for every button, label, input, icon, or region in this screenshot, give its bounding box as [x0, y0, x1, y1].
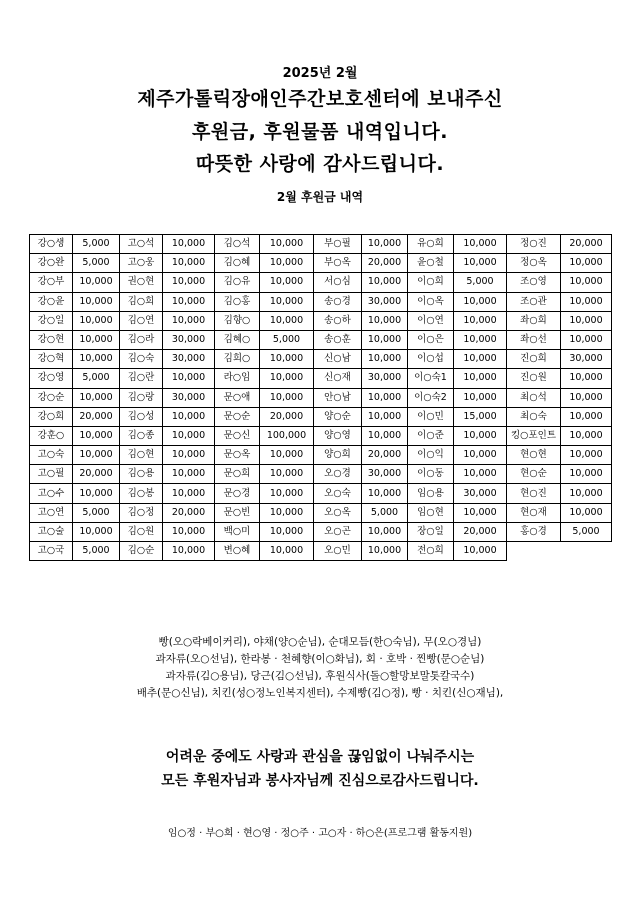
donation-amount-cell: 10,000	[362, 273, 408, 292]
donation-amount-cell: 10,000	[73, 484, 120, 503]
table-subtitle: 2월 후원금 내역	[276, 190, 364, 204]
donation-amount-cell: 10,000	[454, 235, 507, 254]
donor-name-cell: 김○희	[120, 292, 163, 311]
donation-amount-cell: 10,000	[561, 388, 612, 407]
donor-name-cell: 송○하	[314, 311, 362, 330]
report-date: 2025년 2월	[282, 66, 358, 81]
donation-amount-cell: 5,000	[73, 503, 120, 522]
donor-name-cell: 백○미	[215, 522, 260, 541]
donation-amount-cell: 10,000	[454, 426, 507, 445]
donation-amount-cell: 10,000	[561, 292, 612, 311]
donation-amount-cell: 20,000	[163, 503, 215, 522]
donor-name-cell: 현○현	[507, 446, 561, 465]
donor-name-cell: 임○용	[408, 484, 454, 503]
donor-name-cell: 이○희	[408, 273, 454, 292]
donation-amount-cell: 10,000	[454, 465, 507, 484]
donor-name-cell: 오○경	[314, 465, 362, 484]
donation-amount-cell: 10,000	[454, 311, 507, 330]
donation-amount-cell: 10,000	[454, 542, 507, 561]
donor-name-cell: 강○현	[30, 330, 73, 349]
donation-amount-cell: 10,000	[362, 235, 408, 254]
donation-amount-cell: 10,000	[73, 273, 120, 292]
donation-amount-cell: 10,000	[260, 484, 314, 503]
donation-amount-cell: 10,000	[454, 254, 507, 273]
donation-amount-cell: 30,000	[163, 388, 215, 407]
donation-amount-cell: 10,000	[260, 273, 314, 292]
donation-amount-cell: 10,000	[163, 235, 215, 254]
donor-name-cell: 정○옥	[507, 254, 561, 273]
donor-name-cell: 전○희	[408, 542, 454, 561]
donation-amount-cell: 20,000	[561, 235, 612, 254]
donor-name-cell: 문○순	[215, 407, 260, 426]
donor-name-cell: 최○숙	[507, 407, 561, 426]
donation-amount-cell: 10,000	[73, 446, 120, 465]
donor-name-cell: 강훈○	[30, 426, 73, 445]
donor-name-cell: 양○순	[314, 407, 362, 426]
donor-name-cell: 신○재	[314, 369, 362, 388]
donor-name-cell: 강○완	[30, 254, 73, 273]
donor-name-cell: 고○석	[120, 235, 163, 254]
donation-amount-cell: 15,000	[454, 407, 507, 426]
donor-name-cell: 좌○선	[507, 330, 561, 349]
donor-name-cell: 김○석	[215, 235, 260, 254]
donation-amount-cell: 20,000	[73, 465, 120, 484]
title-line-3: 따뜻한 사랑에 감사드립니다.	[195, 153, 445, 175]
donation-amount-cell: 10,000	[561, 426, 612, 445]
donor-name-cell: 강○희	[30, 407, 73, 426]
donation-amount-cell: 10,000	[163, 407, 215, 426]
table-row	[30, 254, 612, 273]
thanks-message	[0, 745, 640, 793]
donor-name-cell: 문○옥	[215, 446, 260, 465]
donor-name-cell: 김○란	[120, 369, 163, 388]
table-row	[30, 292, 612, 311]
donor-name-cell: 김○원	[120, 522, 163, 541]
table-row	[30, 273, 612, 292]
donor-name-cell: 송○경	[314, 292, 362, 311]
title-line-1: 제주가톨릭장애인주간보호센터에 보내주신	[137, 88, 503, 110]
donation-amount-cell: 10,000	[163, 311, 215, 330]
staff-credits: 임○정 · 부○희 · 현○영 · 정○주 · 고○자 · 하○은(프로그램 활동지원)	[167, 828, 473, 839]
donor-name-cell: 유○희	[408, 235, 454, 254]
donor-name-cell: 라○임	[215, 369, 260, 388]
donor-name-cell: 임○현	[408, 503, 454, 522]
donation-amount-cell: 10,000	[260, 465, 314, 484]
donor-name-cell: 김혜○	[215, 330, 260, 349]
donation-amount-cell: 10,000	[362, 388, 408, 407]
donation-amount-cell: 10,000	[454, 388, 507, 407]
donation-amount-cell: 10,000	[260, 503, 314, 522]
donor-name-cell: 문○빈	[215, 503, 260, 522]
donation-amount-cell: 10,000	[73, 426, 120, 445]
donation-amount-cell: 10,000	[362, 522, 408, 541]
donation-amount-cell: 10,000	[260, 254, 314, 273]
donor-name-cell: 이○숙2	[408, 388, 454, 407]
donor-name-cell: 이○숙1	[408, 369, 454, 388]
donation-amount-cell: 10,000	[561, 465, 612, 484]
donation-amount-cell: 10,000	[73, 330, 120, 349]
donation-amount-cell: 5,000	[362, 503, 408, 522]
donation-amount-cell: 100,000	[260, 426, 314, 445]
donor-name-cell: 오○곤	[314, 522, 362, 541]
donation-amount-cell: 10,000	[260, 542, 314, 561]
donor-name-cell: 윤○철	[408, 254, 454, 273]
donor-name-cell: 고○웅	[120, 254, 163, 273]
donor-name-cell: 김○순	[120, 542, 163, 561]
donor-name-cell: 이○동	[408, 465, 454, 484]
donor-name-cell: 송○훈	[314, 330, 362, 349]
donor-name-cell: 진○희	[507, 350, 561, 369]
donation-amount-cell: 30,000	[362, 292, 408, 311]
donor-name-cell: 좌○희	[507, 311, 561, 330]
donation-amount-cell: 10,000	[73, 350, 120, 369]
donation-table	[29, 234, 612, 561]
donation-amount-cell: 30,000	[362, 465, 408, 484]
donor-name-cell: 김희○	[215, 350, 260, 369]
donation-amount-cell: 10,000	[260, 292, 314, 311]
donor-name-cell: 이○은	[408, 330, 454, 349]
title-line-2: 후원금, 후원물품 내역입니다.	[192, 121, 448, 143]
donor-name-cell: 강○영	[30, 369, 73, 388]
donor-name-cell: 문○신	[215, 426, 260, 445]
donation-amount-cell: 30,000	[561, 350, 612, 369]
table-row	[30, 235, 612, 254]
donor-name-cell: 장○일	[408, 522, 454, 541]
donation-amount-cell: 10,000	[73, 292, 120, 311]
donation-amount-cell: 5,000	[260, 330, 314, 349]
donation-amount-cell: 10,000	[163, 465, 215, 484]
thanks-line-2: 모든 후원자님과 봉사자님께 진심으로감사드립니다.	[161, 773, 479, 789]
donation-amount-cell: 10,000	[362, 311, 408, 330]
donor-name-cell: 신○남	[314, 350, 362, 369]
donation-amount-cell: 10,000	[561, 330, 612, 349]
donor-name-cell: 김○랑	[120, 388, 163, 407]
donor-name-cell: 이○섭	[408, 350, 454, 369]
donor-name-cell: 이○옥	[408, 292, 454, 311]
donor-name-cell: 오○숙	[314, 484, 362, 503]
donation-amount-cell: 10,000	[260, 369, 314, 388]
donor-name-cell: 김○숙	[120, 350, 163, 369]
donation-amount-cell: 20,000	[73, 407, 120, 426]
donor-name-cell: 이○준	[408, 426, 454, 445]
donor-name-cell: 조○관	[507, 292, 561, 311]
donation-amount-cell: 5,000	[454, 273, 507, 292]
donor-name-cell: 강○일	[30, 311, 73, 330]
thanks-line-1: 어려운 중에도 사랑과 관심을 끊임없이 나눠주시는	[165, 749, 475, 765]
donor-name-cell: 김○현	[120, 446, 163, 465]
donation-amount-cell: 10,000	[163, 542, 215, 561]
donation-amount-cell: 30,000	[362, 369, 408, 388]
donation-amount-cell: 5,000	[73, 235, 120, 254]
donor-name-cell: 안○남	[314, 388, 362, 407]
donor-name-cell: 이○민	[408, 407, 454, 426]
empty-cell	[507, 542, 612, 561]
donation-amount-cell: 10,000	[260, 350, 314, 369]
donor-name-cell: 고○연	[30, 503, 73, 522]
donor-name-cell: 정○진	[507, 235, 561, 254]
table-row	[30, 407, 612, 426]
donor-name-cell: 문○애	[215, 388, 260, 407]
donor-name-cell: 양○희	[314, 446, 362, 465]
donation-amount-cell: 20,000	[260, 407, 314, 426]
donation-amount-cell: 10,000	[163, 369, 215, 388]
donor-name-cell: 현○진	[507, 484, 561, 503]
donor-name-cell: 변○혜	[215, 542, 260, 561]
donor-name-cell: 김○성	[120, 407, 163, 426]
donor-name-cell: 김향○	[215, 311, 260, 330]
donor-name-cell: 최○석	[507, 388, 561, 407]
donation-amount-cell: 10,000	[163, 292, 215, 311]
donor-name-cell: 고○수	[30, 484, 73, 503]
goods-line: 빵(오○락베이커리), 야채(양○순님), 순대모듬(한○숙님), 무(오○경님)	[158, 636, 482, 648]
donor-name-cell: 강○혁	[30, 350, 73, 369]
donation-amount-cell: 10,000	[362, 330, 408, 349]
table-row	[30, 465, 612, 484]
donor-name-cell: 양○영	[314, 426, 362, 445]
goods-line: 과자류(김○용님), 당근(김○선님), 후원식사(돌○할망보말톳칼국수)	[165, 670, 475, 682]
donation-amount-cell: 10,000	[561, 484, 612, 503]
donation-amount-cell: 10,000	[362, 542, 408, 561]
table-row	[30, 426, 612, 445]
donor-name-cell: 현○순	[507, 465, 561, 484]
donation-amount-cell: 10,000	[260, 311, 314, 330]
donor-name-cell: 김○연	[120, 311, 163, 330]
donation-amount-cell: 30,000	[454, 484, 507, 503]
donation-amount-cell: 20,000	[362, 446, 408, 465]
donor-name-cell: 진○원	[507, 369, 561, 388]
table-row	[30, 388, 612, 407]
donor-name-cell: 김○유	[215, 273, 260, 292]
donation-amount-cell: 10,000	[454, 503, 507, 522]
donation-amount-cell: 10,000	[561, 254, 612, 273]
donation-amount-cell: 10,000	[260, 522, 314, 541]
donor-name-cell: 문○희	[215, 465, 260, 484]
donor-name-cell: 홍○경	[507, 522, 561, 541]
donor-name-cell: 김○혜	[215, 254, 260, 273]
donor-name-cell: 김○홍	[215, 292, 260, 311]
donor-name-cell: 고○숙	[30, 446, 73, 465]
donor-name-cell: 김○라	[120, 330, 163, 349]
table-row	[30, 330, 612, 349]
donor-name-cell: 권○현	[120, 273, 163, 292]
goods-donation-list	[0, 634, 640, 702]
donor-name-cell: 강○윤	[30, 292, 73, 311]
donation-amount-cell: 10,000	[561, 273, 612, 292]
donor-name-cell: 부○필	[314, 235, 362, 254]
donor-name-cell: 문○경	[215, 484, 260, 503]
donor-name-cell: 강○순	[30, 388, 73, 407]
donation-amount-cell: 10,000	[163, 426, 215, 445]
donor-name-cell: 오○옥	[314, 503, 362, 522]
donation-amount-cell: 10,000	[454, 330, 507, 349]
table-row	[30, 503, 612, 522]
donation-amount-cell: 10,000	[561, 503, 612, 522]
table-row	[30, 311, 612, 330]
donor-name-cell: 조○영	[507, 273, 561, 292]
donor-name-cell: 고○술	[30, 522, 73, 541]
donation-amount-cell: 20,000	[454, 522, 507, 541]
donation-amount-cell: 10,000	[163, 484, 215, 503]
donation-amount-cell: 10,000	[561, 407, 612, 426]
donation-amount-cell: 10,000	[163, 522, 215, 541]
donation-amount-cell: 5,000	[73, 254, 120, 273]
table-row	[30, 484, 612, 503]
donor-name-cell: 오○민	[314, 542, 362, 561]
donor-name-cell: 김○종	[120, 426, 163, 445]
donor-name-cell: 김○봉	[120, 484, 163, 503]
donor-name-cell: 현○재	[507, 503, 561, 522]
donor-name-cell: 김○용	[120, 465, 163, 484]
table-row	[30, 446, 612, 465]
donation-amount-cell: 30,000	[163, 330, 215, 349]
donation-amount-cell: 10,000	[454, 446, 507, 465]
donation-amount-cell: 10,000	[73, 522, 120, 541]
donation-amount-cell: 10,000	[561, 369, 612, 388]
donation-amount-cell: 10,000	[362, 484, 408, 503]
donor-name-cell: 서○심	[314, 273, 362, 292]
donation-amount-cell: 10,000	[73, 388, 120, 407]
donor-name-cell: 킹○포인트	[507, 426, 561, 445]
donation-amount-cell: 10,000	[163, 273, 215, 292]
donor-name-cell: 고○국	[30, 542, 73, 561]
donation-amount-cell: 20,000	[362, 254, 408, 273]
table-row	[30, 542, 612, 561]
table-row	[30, 350, 612, 369]
donation-amount-cell: 10,000	[260, 235, 314, 254]
donation-amount-cell: 10,000	[362, 350, 408, 369]
donor-name-cell: 부○옥	[314, 254, 362, 273]
donor-name-cell: 강○부	[30, 273, 73, 292]
donation-amount-cell: 10,000	[454, 350, 507, 369]
donor-name-cell: 이○연	[408, 311, 454, 330]
goods-line: 과자류(오○선님), 한라봉 · 천혜향(이○화님), 회 · 호박 · 찐빵(문○순님)	[155, 653, 485, 665]
donor-name-cell: 이○익	[408, 446, 454, 465]
donation-amount-cell: 5,000	[73, 542, 120, 561]
donor-name-cell: 강○생	[30, 235, 73, 254]
donor-name-cell: 김○정	[120, 503, 163, 522]
donation-amount-cell: 10,000	[260, 388, 314, 407]
donation-amount-cell: 10,000	[362, 407, 408, 426]
donation-amount-cell: 10,000	[73, 311, 120, 330]
donation-amount-cell: 5,000	[73, 369, 120, 388]
donation-amount-cell: 5,000	[561, 522, 612, 541]
donation-amount-cell: 10,000	[260, 446, 314, 465]
donation-amount-cell: 10,000	[163, 254, 215, 273]
donation-amount-cell: 10,000	[362, 426, 408, 445]
table-row	[30, 369, 612, 388]
donation-amount-cell: 30,000	[163, 350, 215, 369]
table-row	[30, 522, 612, 541]
goods-line: 배추(문○신님), 치킨(성○정노인복지센터), 수제빵(김○정), 빵 · 치킨(신○재님),	[136, 687, 504, 699]
donation-amount-cell: 10,000	[454, 292, 507, 311]
donation-amount-cell: 10,000	[561, 311, 612, 330]
donation-amount-cell: 10,000	[163, 446, 215, 465]
donation-amount-cell: 10,000	[454, 369, 507, 388]
donation-amount-cell: 10,000	[561, 446, 612, 465]
donor-name-cell: 고○필	[30, 465, 73, 484]
